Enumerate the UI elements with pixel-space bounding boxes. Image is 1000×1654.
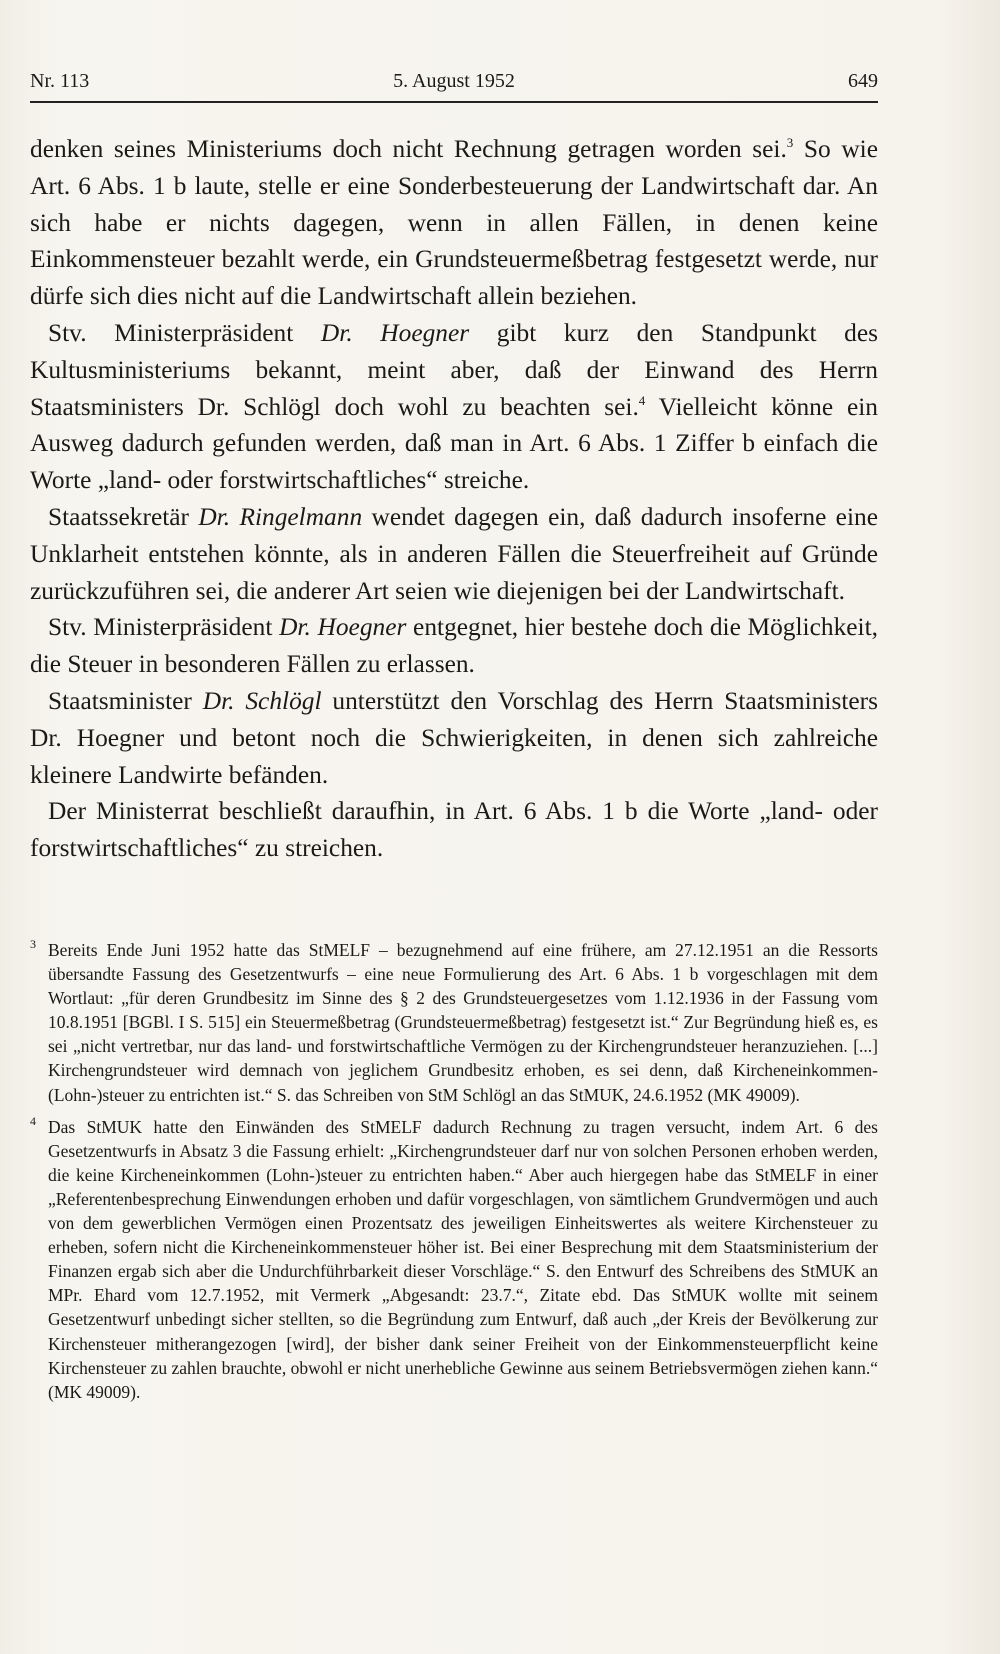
speaker-name: Hoegner: [380, 318, 470, 347]
main-text: [30, 131, 878, 867]
paragraph-3: [30, 499, 878, 609]
page-number: 649: [848, 70, 878, 92]
paragraph-6: [30, 793, 878, 867]
footnote-ref-3: 3: [786, 135, 794, 150]
paragraph-text: So wie Art. 6 Abs. 1 b laute, stelle er eine Sonderbesteuerung der Landwirtschaft dar. An sich habe er nichts dagegen, wenn in allen Fällen, in denen keine Einkommensteuer bezahlt werde, ein Grundsteuermeßbetrag festgesetzt werde, nur dürfe sich dies nicht auf die Landwirtschaft allein beziehen.: [30, 135, 878, 311]
speaker-degree: Dr.: [202, 686, 235, 715]
footnote-text: Das StMUK hatte den Einwänden des StMELF dadurch Rechnung zu tragen versucht, indem Art. 6 des Gesetzentwurfs in Absatz 3 die Fassung erhielt: „Kirchengrundsteuer darf nur von solchen Personen erhoben werden, die keine Kircheneinkommen (Lohn-)steuer zu entrichten haben.“ Aber auch hiergegen habe das StMELF in einer „Referentenbesprechung Einwendungen erhoben und dafür vorgeschlagen, von sämtlichem Grundvermögen und auch von dem gewerblichen Vermögen einen Prozentsatz des jeweiligen Einheitswertes als weitere Kirchensteuer zu erheben, sofern nicht die Kircheneinkommensteuer höher ist. Bei einer Besprechung mit dem Staatsministerium der Finanzen ergab sich aber die Undurchführbarkeit dieser Vorschläge.“ S. den Entwurf des Schreibens des StMUK an MPr. Ehard vom 12.7.1952, mit Vermerk „Abgesandt: 23.7.“, Zitate ebd. Das StMUK wollte mit seinem Gesetzentwurf unbedingt sicher stellten, so die Begründung zum Entwurf, daß auch „der Kreis der Bevölkerung zur Kirchensteuer mitherangezogen [wird], der bisher dank seiner Freiheit von der Einkommensteuerpflicht keine Kirchensteuer zu zahlen brauchte, obwohl er nicht unerhebliche Gewinne aus seinem Betriebsvermögen ziehen kann.“ (MK 49009).: [48, 1116, 878, 1402]
paragraph-text: unterstützt den Vorschlag des Herrn Staatsministers Dr. Hoegner und betont noch die Schwierigkeiten, in denen sich zahlreiche kleinere Landwirte befänden.: [30, 686, 878, 789]
speaker-name: Hoegner: [317, 613, 407, 642]
document-number: Nr. 113: [30, 70, 90, 92]
speaker-title: Stv. Ministerpräsident: [48, 613, 280, 642]
paragraph-5: [30, 683, 878, 793]
footnote-ref-4: 4: [638, 392, 646, 408]
header-rule: [30, 101, 878, 103]
resolution-text: Der Ministerrat beschließt daraufhin, in Art. 6 Abs. 1 b die Worte „land- oder forstwirtschaftliches“ zu streichen.: [30, 797, 878, 863]
paragraph-2: [30, 315, 878, 499]
paragraph-text: gibt kurz den Standpunkt des Kultusministeriums bekannt, meint aber, daß der Einwand des Herrn Staatsministers Dr. Schlögl doch wohl zu beachten sei.: [30, 318, 879, 421]
footnotes: [30, 938, 878, 1412]
footnote-4: [30, 1115, 878, 1404]
speaker-degree: Dr.: [279, 613, 311, 642]
paragraph-4: [30, 609, 878, 683]
session-date: 5. August 1952: [393, 70, 515, 92]
footnote-number: 4: [30, 1113, 36, 1128]
running-header: [30, 70, 878, 100]
paragraph-1: [30, 131, 878, 315]
footnote-text: Bereits Ende Juni 1952 hatte das StMELF – bezugnehmend auf eine frühere, am 27.12.1951 an die Ressorts übersandte Fassung des Gesetzentwurfs – eine neue Formulierung des Art. 6 Abs. 1 b vorgeschlagen mit dem Wortlaut: „für deren Grundbesitz im Sinne des § 2 des Grundsteuergesetzes vom 1.12.1936 in der Fassung vom 10.8.1951 [BGBl. I S. 515] ein Steuermeßbetrag (Grundsteuermeßbetrag) festgesetzt ist.“ Zur Begründung hieß es, es sei „nicht vertretbar, nur das land- und forstwirtschaftliche Vermögen zu der Kirchengrundsteuer heranzuziehen. [...] Kirchengrundsteuer wird demnach von jeglichem Grundbesitz erhoben, es sei denn, daß Kircheneinkommen- (Lohn-)steuer zu entrichten ist.“ S. das Schreiben von StM Schlögl an das StMUK, 24.6.1952 (MK 49009).: [48, 940, 878, 1105]
speaker-name: Schlögl: [245, 686, 322, 715]
footnote-number: 3: [30, 937, 36, 951]
speaker-title: Staatsminister: [48, 686, 203, 715]
speaker-title: Staatssekretär: [48, 502, 199, 531]
paragraph-text: denken seines Ministeriums doch nicht Rechnung getragen worden sei.: [30, 135, 787, 163]
footnote-3: [30, 938, 878, 1107]
paragraph-text: Vielleicht könne ein Ausweg dadurch gefunden werden, daß man in Art. 6 Abs. 1 Ziffer b einfach die Worte „land- oder forstwirtschaftliches“ streiche.: [30, 392, 879, 495]
paragraph-text: wendet dagegen ein, daß dadurch insoferne eine Unklarheit entstehen könnte, als in anderen Fällen die Steuerfreiheit auf Gründe zurückzuführen sei, die anderer Art seien wie diejenigen bei der Landwirtschaft.: [30, 502, 878, 605]
speaker-degree: Dr.: [320, 318, 353, 347]
speaker-degree: Dr.: [198, 502, 231, 531]
speaker-name: Ringelmann: [239, 502, 363, 531]
speaker-title: Stv. Ministerpräsident: [48, 318, 321, 347]
paragraph-text: entgegnet, hier bestehe doch die Möglichkeit, die Steuer in besonderen Fällen zu erlassen.: [30, 613, 878, 679]
